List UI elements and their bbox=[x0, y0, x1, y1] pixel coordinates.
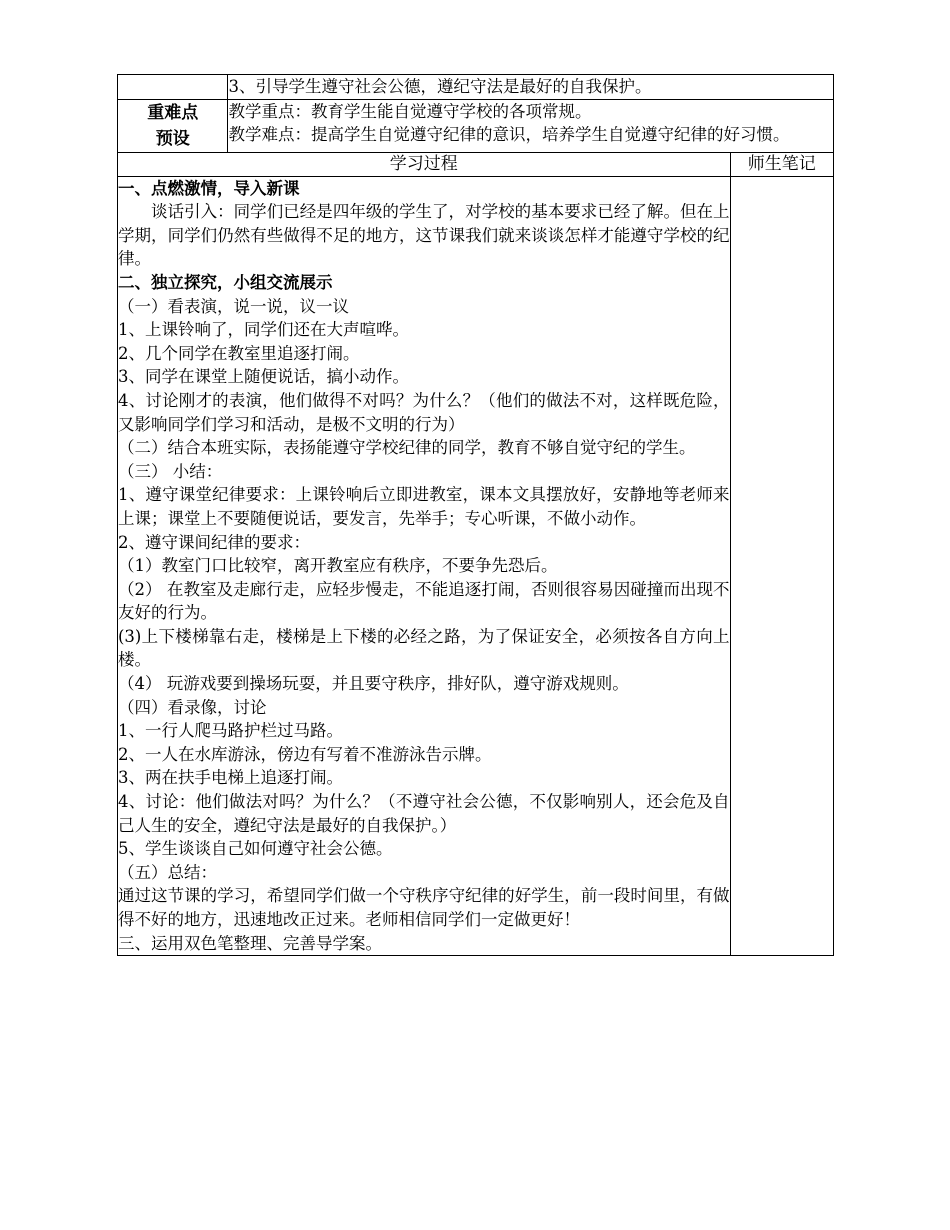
process-paragraph: 通过这节课的学习，希望同学们做一个守秩序守纪律的好学生，前一段时间里，有做得不好的地方，迅速地改正过来。老师相信同学们一定做更好！ bbox=[118, 886, 730, 929]
key-points-row bbox=[118, 99, 834, 152]
objectives-cell bbox=[228, 75, 834, 100]
section-heading: 二、独立探究，小组交流展示 bbox=[118, 272, 333, 292]
key-points-cell bbox=[228, 99, 834, 152]
process-paragraph: 2、遵守课间纪律的要求： bbox=[118, 532, 310, 552]
process-paragraph: （二）结合本班实际，表扬能遵守学校纪律的同学，教育不够自觉守纪的学生。 bbox=[118, 438, 696, 458]
process-paragraph: （五）总结： bbox=[118, 862, 217, 882]
process-paragraph: 2、一人在水库游泳，傍边有写着不准游泳告示牌。 bbox=[118, 744, 492, 764]
process-paragraph: 3、两在扶手电梯上追逐打闹。 bbox=[118, 768, 343, 788]
process-paragraph: 三、运用双色笔整理、完善导学案。 bbox=[118, 933, 382, 953]
objectives-row bbox=[118, 75, 834, 100]
key-points-label-line2: 预设 bbox=[155, 128, 190, 149]
process-paragraph: （4） 玩游戏要到操场玩耍，并且要守秩序，排好队，遵守游戏规则。 bbox=[118, 674, 629, 694]
process-header: 学习过程 bbox=[118, 152, 731, 176]
process-paragraph: （2） 在教室及走廊行走，应轻步慢走，不能追逐打闹，否则很容易因碰撞而出现不友好的行为。 bbox=[118, 579, 730, 623]
teaching-difficulty: 教学难点：提高学生自觉遵守纪律的意识，培养学生自觉遵守纪律的好习惯。 bbox=[228, 125, 790, 145]
process-paragraph: 1、上课铃响了，同学们还在大声喧哗。 bbox=[118, 320, 409, 340]
process-paragraph: 1、一行人爬马路护栏过马路。 bbox=[118, 721, 343, 741]
key-points-label-line1: 重难点 bbox=[147, 102, 199, 123]
process-paragraph: (3)上下楼梯靠右走，楼梯是上下楼的必经之路，为了保证安全，必须按各自方向上楼。 bbox=[118, 626, 730, 670]
key-points-label bbox=[118, 99, 228, 152]
process-paragraph: 1、遵守课堂纪律要求：上课铃响后立即进教室，课本文具摆放好，安静地等老师来上课；课堂上不要随便说话，要发言，先举手；专心听课，不做小动作。 bbox=[118, 485, 730, 528]
process-paragraph: 4、讨论刚才的表演，他们做得不对吗？为什么？（他们的做法不对，这样既危险，又影响同学们学习和活动，是极不文明的行为） bbox=[118, 390, 730, 434]
process-paragraph: 谈话引入：同学们已经是四年级的学生了，对学校的基本要求已经了解。但在上学期，同学们仍然有些做得不足的地方，这节课我们就来谈谈怎样才能遵守学校的纪律。 bbox=[118, 202, 730, 269]
process-header-row bbox=[118, 152, 834, 176]
notes-header: 师生笔记 bbox=[730, 152, 833, 176]
process-body-row bbox=[118, 176, 834, 956]
process-paragraph: （一）看表演，说一说，议一议 bbox=[118, 296, 349, 316]
process-paragraph: 2、几个同学在教室里追逐打闹。 bbox=[118, 343, 360, 363]
objective-3-text: 3、引导学生遵守社会公德，遵纪守法是最好的自我保护。 bbox=[228, 77, 652, 96]
notes-cell bbox=[730, 176, 833, 956]
lesson-plan-table bbox=[117, 74, 834, 956]
process-paragraph: 5、学生谈谈自己如何遵守社会公德。 bbox=[118, 839, 393, 859]
process-paragraph: 4、讨论：他们做法对吗？为什么？（不遵守社会公德，不仅影响别人，还会危及自己人生的安全，遵纪守法是最好的自我保护。） bbox=[118, 792, 730, 835]
process-paragraph: 3、同学在课堂上随便说话，搞小动作。 bbox=[118, 367, 409, 387]
process-paragraph: （1）教室门口比较窄，离开教室应有秩序，不要争先恐后。 bbox=[118, 556, 558, 576]
process-paragraph: （三） 小结： bbox=[118, 461, 223, 481]
objectives-label-cell bbox=[118, 75, 228, 100]
process-content bbox=[118, 176, 731, 956]
process-paragraph: （四）看录像，讨论 bbox=[118, 697, 267, 717]
teaching-focus: 教学重点：教育学生能自觉遵守学校的各项常规。 bbox=[228, 101, 592, 121]
section-heading: 一、点燃激情，导入新课 bbox=[118, 178, 300, 198]
